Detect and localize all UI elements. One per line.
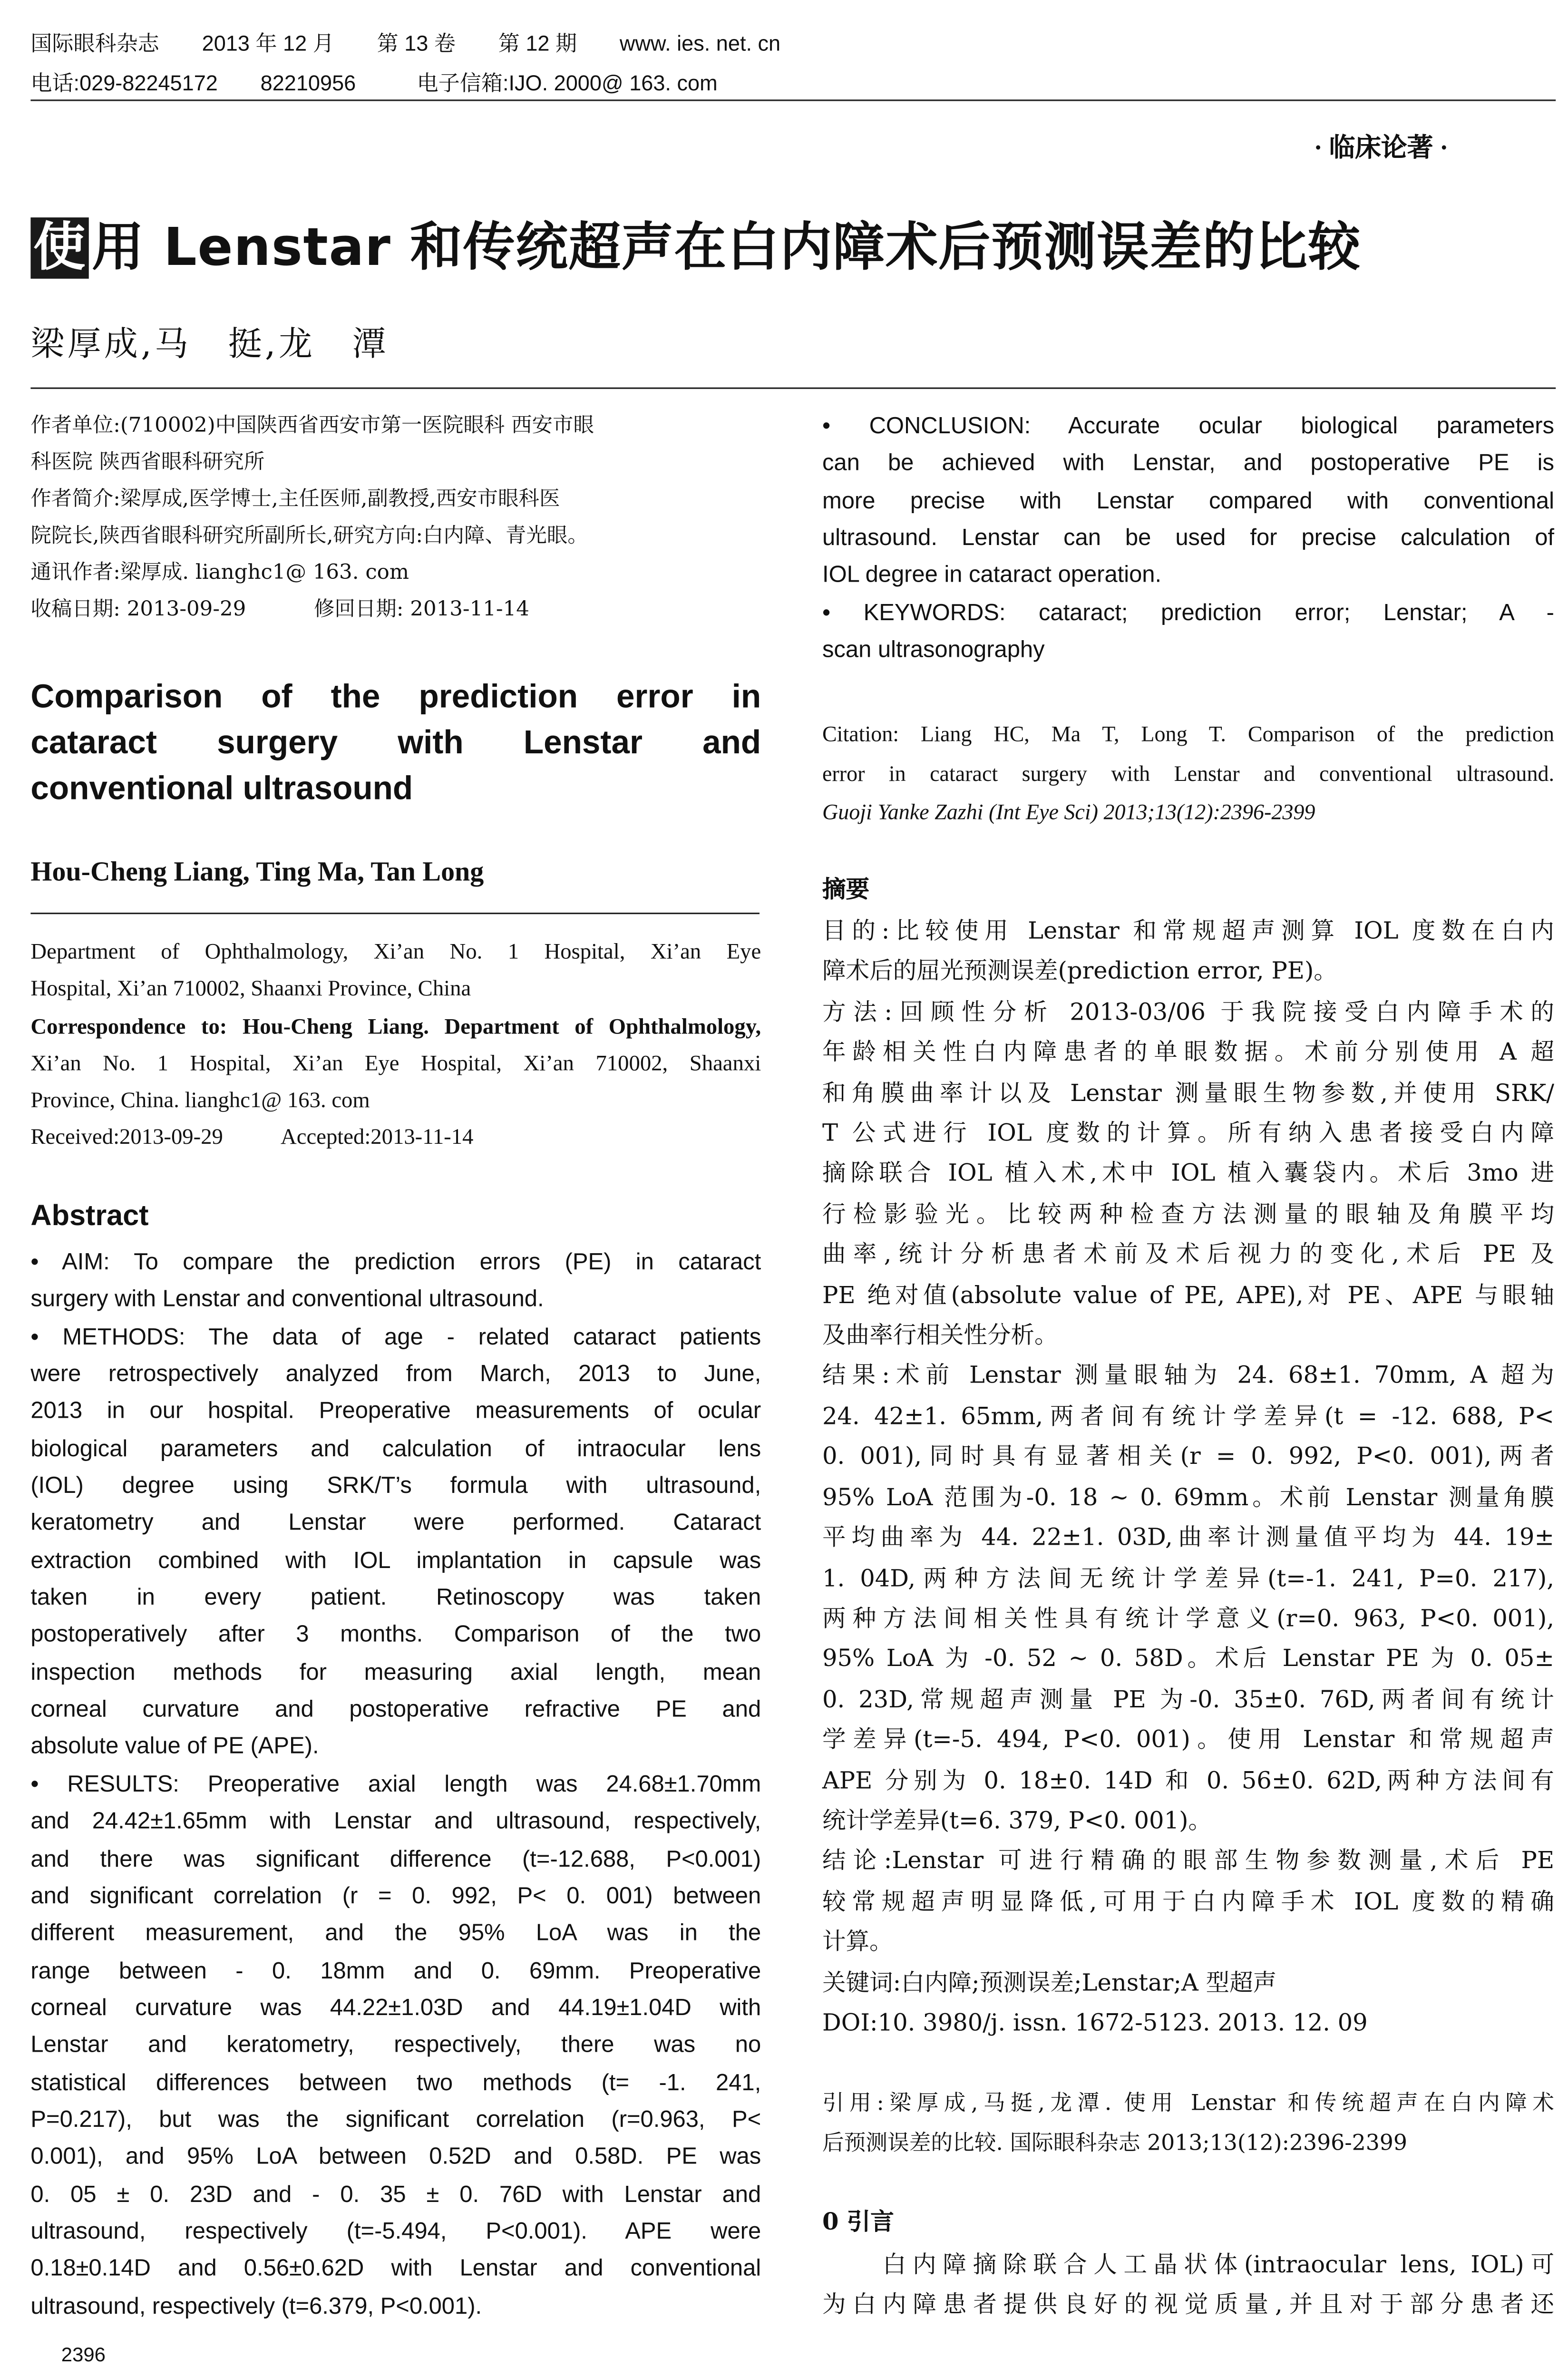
- abstract-line: • AIM: To compare the prediction errors (PE) in cataract: [30, 1249, 761, 1276]
- intro-heading: 0 引言: [822, 2208, 894, 2236]
- authors-en: Hou-Cheng Liang, Ting Ma, Tan Long: [30, 856, 484, 887]
- abstract-line: corneal curvature and postoperative refractive PE and: [30, 1696, 761, 1723]
- abstract-line: were retrospectively analyzed from March, 2013 to June,: [30, 1361, 761, 1388]
- affiliation-cn-line: 作者简介:梁厚成,医学博士,主任医师,副教授,西安市眼科医: [30, 487, 560, 512]
- abstract-line: ultrasound, respectively (t=6.379, P<0.001).: [30, 2293, 482, 2319]
- abstract-line: 0. 05 ± 0. 23D and - 0. 35 ± 0. 76D with Lenstar and: [30, 2181, 761, 2208]
- abstract-cn-line: 目的:比较使用 Lenstar 和常规超声测算 IOL 度数在白内: [822, 917, 1554, 945]
- abstract-line: inspection methods for measuring axial length, mean: [30, 1659, 761, 1686]
- intro-body: [822, 2245, 1554, 2326]
- citation-line: error in cataract surgery with Lenstar and conventional ultrasound.: [822, 761, 1554, 787]
- abstract-cn-body: [822, 911, 1554, 2044]
- title-first-char: 使: [30, 217, 88, 279]
- abstract-cn-line: 0. 001),同时具有显著相关(r = 0. 992, P<0. 001),两者: [822, 1442, 1554, 1471]
- affiliation-en: [30, 934, 761, 1157]
- issue-number: 第 12 期: [498, 30, 577, 55]
- abstract-cn-line: 年龄相关性白内障患者的单眼数据。术前分别使用 A 超: [822, 1038, 1554, 1066]
- abstract-cn-line: 曲率,统计分析患者术前及术后视力的变化,术后 PE 及: [822, 1240, 1554, 1268]
- conclusion-line: more precise with Lenstar compared with conventional: [822, 488, 1554, 514]
- affiliation-cn-line: 科医院 陕西省眼科研究所: [30, 450, 265, 475]
- authors-cn: 梁厚成,马 挺,龙 潭: [30, 326, 389, 365]
- affiliation-en-line: Xi’an No. 1 Hospital, Xi’an Eye Hospital, Xi’an 710002, Shaanxi: [30, 1052, 761, 1077]
- abstract-cn-line: 行检影验光。比较两种检查方法测量的眼轴及角膜平均: [822, 1200, 1554, 1228]
- abstract-cn-heading: 摘要: [822, 876, 870, 904]
- authors-rule: [30, 913, 760, 914]
- title-cn-rest: 用 Lenstar 和传统超声在白内障术后预测误差的比较: [92, 217, 1361, 279]
- header-rule: [30, 99, 1556, 101]
- title-en-line: cataract surgery with Lenstar and: [30, 724, 761, 761]
- abstract-cn-line: 障术后的屈光预测误差(prediction error, PE)。: [822, 957, 1337, 985]
- reference-cn: [822, 2085, 1554, 2163]
- article-title-cn: [30, 205, 1361, 280]
- abstract-cn-line: 两种方法间相关性具有统计学意义(r=0. 963, P<0. 001),: [822, 1604, 1554, 1632]
- revised-date-cn: 修回日期: 2013-11-14: [313, 597, 529, 622]
- abstract-line: extraction combined with IOL implantation in capsule was: [30, 1548, 761, 1574]
- title-rule: [30, 388, 1556, 389]
- received-date-en: Received:2013-09-29: [30, 1126, 223, 1151]
- abstract-cn-line: 结论:Lenstar 可进行精确的眼部生物参数测量,术后 PE: [822, 1847, 1554, 1875]
- conclusion-line: can be achieved with Lenstar, and postoperative PE is: [822, 450, 1554, 477]
- abstract-cn-line: APE 分别为 0. 18±0. 14D 和 0. 56±0. 62D,两种方法间有: [822, 1766, 1554, 1794]
- abstract-cn-line: 结果:术前 Lenstar 测量眼轴为 24. 68±1. 70mm, A 超为: [822, 1362, 1554, 1390]
- conclusion-line: IOL degree in cataract operation.: [822, 562, 1162, 589]
- abstract-cn-line: PE 绝对值(absolute value of PE, APE),对 PE、APE 与眼轴: [822, 1281, 1554, 1309]
- affiliation-cn-line: 通讯作者:梁厚成. lianghc1@ 163. com: [30, 560, 409, 585]
- title-en-line: conventional ultrasound: [30, 770, 413, 807]
- abstract-line: corneal curvature was 44.22±1.03D and 44.19±1.04D with: [30, 1995, 761, 2021]
- affiliation-en-line: Hospital, Xi’an 710002, Shaanxi Province, China: [30, 977, 471, 1002]
- affiliation-cn-line: 院院长,陕西省眼科研究所副所长,研究方向:白内障、青光眼。: [30, 524, 588, 548]
- volume: 第 13 卷: [377, 30, 456, 55]
- abstract-cn-line: 方法:回顾性分析 2013-03/06 于我院接受白内障手术的: [822, 998, 1554, 1026]
- abstract-line: 0.18±0.14D and 0.56±0.62D with Lenstar and conventional: [30, 2256, 761, 2282]
- section-label: · 临床论著 ·: [1314, 133, 1449, 163]
- journal-email: 电子信箱:IJO. 2000@ 163. com: [417, 70, 718, 95]
- received-date-cn: 收稿日期: 2013-09-29: [30, 597, 246, 622]
- affiliation-en-line: Department of Ophthalmology, Xi’an No. 1 Hospital, Xi’an Eye: [30, 940, 761, 965]
- reference-cn-line: 引用:梁厚成,马挺,龙潭. 使用 Lenstar 和传统超声在白内障术: [822, 2092, 1554, 2116]
- abstract-line: absolute value of PE (APE).: [30, 1734, 319, 1760]
- abstract-cn-line: 计算。: [822, 1928, 893, 1956]
- abstract-line: • RESULTS: Preoperative axial length was 24.68±1.70mm: [30, 1771, 761, 1798]
- keywords-line: • KEYWORDS: cataract; prediction error; Lenstar; A -: [822, 600, 1554, 626]
- abstract-cn-line: 和角膜曲率计以及 Lenstar 测量眼生物参数,并使用 SRK/: [822, 1079, 1554, 1107]
- abstract-line: ultrasound, respectively (t=-5.494, P<0.001). APE were: [30, 2219, 761, 2245]
- keywords-cn: 关键词:白内障;预测误差;Lenstar;A 型超声: [822, 1968, 1277, 1997]
- abstract-cn-line: 0. 23D,常规超声测量 PE 为-0. 35±0. 76D,两者间有统计: [822, 1685, 1554, 1713]
- abstract-line: (IOL) degree using SRK/T’s formula with ultrasound,: [30, 1473, 761, 1500]
- abstract-line: Lenstar and keratometry, respectively, there was no: [30, 2032, 761, 2058]
- abstract-cn-line: 95% LoA 范围为-0. 18 ~ 0. 69mm。术前 Lenstar 测量角膜: [822, 1483, 1554, 1511]
- abstract-heading: Abstract: [30, 1200, 149, 1233]
- abstract-cn-line: 平均曲率为 44. 22±1. 03D,曲率计测量值平均为 44. 19±: [822, 1523, 1554, 1551]
- article-title-en: [30, 674, 761, 812]
- reference-cn-line: 后预测误差的比较. 国际眼科杂志 2013;13(12):2396-2399: [822, 2131, 1407, 2155]
- abstract-line: P=0.217), but was the significant correlation (r=0.963, P<: [30, 2107, 761, 2133]
- abstract-line: taken in every patient. Retinoscopy was taken: [30, 1585, 761, 1611]
- abstract-line: surgery with Lenstar and conventional ultrasound.: [30, 1286, 544, 1313]
- abstract-cn-line: 24. 42±1. 65mm,两者间有统计学差异(t = -12. 688, P<: [822, 1402, 1554, 1430]
- abstract-cn-line: 摘除联合 IOL 植入术,术中 IOL 植入囊袋内。术后 3mo 进: [822, 1159, 1554, 1188]
- abstract-line: and significant correlation (r = 0. 992, P< 0. 001) between: [30, 1883, 761, 1909]
- journal-header-line-2: [30, 68, 754, 98]
- abstract-line: and there was significant difference (t=-12.688, P<0.001): [30, 1846, 761, 1872]
- abstract-line: postoperatively after 3 months. Comparison of the two: [30, 1622, 761, 1648]
- abstract-cn-line: 及曲率行相关性分析。: [822, 1321, 1058, 1349]
- abstract-cn-line: 较常规超声明显降低,可用于白内障手术 IOL 度数的精确: [822, 1888, 1554, 1916]
- issue-date: 2013 年 12 月: [202, 30, 334, 55]
- journal-phone: 电话:029-82245172: [30, 70, 218, 95]
- abstract-line: 0.001), and 95% LoA between 0.52D and 0.58D. PE was: [30, 2144, 761, 2171]
- abstract-line: • METHODS: The data of age - related cataract patients: [30, 1324, 761, 1350]
- title-en-line: Comparison of the prediction error in: [30, 678, 761, 715]
- abstract-line: 2013 in our hospital. Preoperative measurements of ocular: [30, 1398, 761, 1425]
- abstract-line: keratometry and Lenstar were performed. Cataract: [30, 1510, 761, 1537]
- citation-line: Guoji Yanke Zazhi (Int Eye Sci) 2013;13(12):2396-2399: [822, 800, 1315, 826]
- dates-cn: [30, 591, 761, 628]
- journal-name: 国际眼科杂志: [30, 30, 159, 55]
- abstract-line: different measurement, and the 95% LoA was in the: [30, 1920, 761, 1947]
- citation-en: [822, 717, 1554, 834]
- journal-website: www. ies. net. cn: [619, 30, 781, 55]
- conclusion-en: [822, 409, 1554, 670]
- journal-phone-2: 82210956: [260, 70, 356, 95]
- keywords-line: scan ultrasonography: [822, 637, 1045, 663]
- abstract-cn-line: T 公式进行 IOL 度数的计算。所有纳入患者接受白内障: [822, 1119, 1554, 1147]
- abstract-line: range between - 0. 18mm and 0. 69mm. Preoperative: [30, 1958, 761, 1984]
- abstract-line: and 24.42±1.65mm with Lenstar and ultrasound, respectively,: [30, 1808, 761, 1835]
- abstract-cn-line: 1. 04D,两种方法间无统计学差异(t=-1. 241, P=0. 217),: [822, 1564, 1554, 1592]
- intro-line: 为白内障患者提供良好的视觉质量,并且对于部分患者还: [822, 2291, 1554, 2319]
- journal-header-line-1: [30, 28, 817, 58]
- affiliation-cn: [30, 407, 761, 628]
- abstract-cn-line: 统计学差异(t=6. 379, P<0. 001)。: [822, 1807, 1212, 1834]
- conclusion-line: ultrasound. Lenstar can be used for precise calculation of: [822, 525, 1554, 552]
- dates-en: [30, 1120, 761, 1157]
- abstract-cn-line: 学差异(t=-5. 494, P<0. 001)。使用 Lenstar 和常规超声: [822, 1726, 1554, 1754]
- affiliation-en-line: Province, China. lianghc1@ 163. com: [30, 1089, 370, 1114]
- conclusion-line: • CONCLUSION: Accurate ocular biological parameters: [822, 413, 1554, 440]
- abstract-cn-line: 95% LoA 为 -0. 52 ~ 0. 58D。术后 Lenstar PE 为 0. 05±: [822, 1645, 1554, 1673]
- intro-line: 白内障摘除联合人工晶状体(intraocular lens, IOL)可: [822, 2250, 1554, 2279]
- abstract-line: statistical differences between two methods (t= -1. 241,: [30, 2069, 761, 2096]
- page-number: 2396: [61, 2343, 106, 2366]
- citation-line: Citation: Liang HC, Ma T, Long T. Comparison of the prediction: [822, 722, 1554, 748]
- affiliation-cn-line: 作者单位:(710002)中国陕西省西安市第一医院眼科 西安市眼: [30, 413, 594, 438]
- correspondence-line: Correspondence to: Hou-Cheng Liang. Department of Ophthalmology,: [30, 1014, 761, 1039]
- abstract-line: biological parameters and calculation of intraocular lens: [30, 1436, 761, 1462]
- accepted-date-en: Accepted:2013-11-14: [281, 1126, 474, 1151]
- doi: DOI:10. 3980/j. issn. 1672-5123. 2013. 12. 09: [822, 2009, 1368, 2037]
- abstract-body: [30, 1245, 761, 2326]
